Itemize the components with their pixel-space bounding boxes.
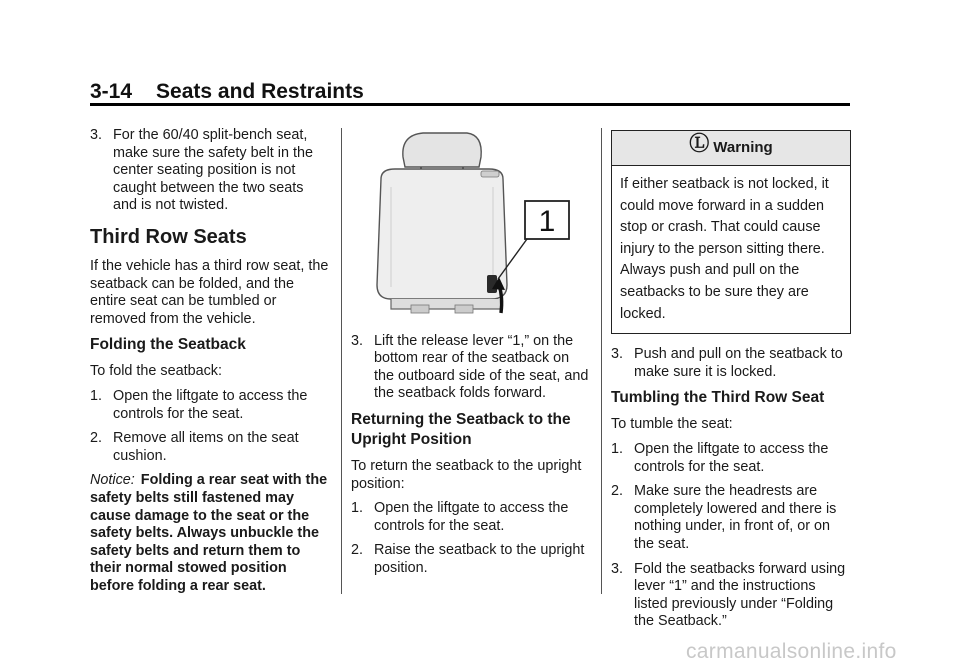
callout-label: 1: [538, 205, 556, 238]
warning-icon: Ⓛ: [689, 133, 710, 156]
list-item: 2. Remove all items on the seat cushion.: [90, 430, 299, 464]
paragraph: To tumble the seat:: [611, 416, 733, 433]
column-middle: [351, 127, 591, 585]
column-left: [90, 127, 330, 602]
header-rule: [90, 103, 850, 106]
paragraph: To fold the seatback:: [90, 363, 222, 380]
notice-body: Folding a rear seat with the safety belts still fastened may cause damage to the seat or the safety belts. Always unbuckle the safety belts and return them to their normal stowed position before folding a rear seat.: [90, 472, 328, 594]
seatback-figure: [351, 127, 591, 319]
list-item: 3. Fold the seatbacks forward using lever “1” and the instructions listed previously under “Folding the Seatback.”: [611, 560, 846, 630]
column-divider: [601, 128, 602, 594]
list-item: 3. For the 60/40 split-bench seat, make sure the safety belt in the center seating position is not caught between the two seats and is not twisted.: [90, 127, 313, 214]
list-item: 2. Make sure the headrests are completely lowered and there is nothing under, in front of, or on the seat.: [611, 483, 837, 552]
watermark: carmanualsonline.info: [686, 640, 897, 663]
list-item: 2. Raise the seatback to the upright position.: [351, 542, 585, 576]
list-item: 3. Lift the release lever “1,” on the bottom rear of the seatback on the outboard side of the seat, and the seatback folds forward.: [351, 332, 589, 402]
list-item: 1. Open the liftgate to access the controls for the seat.: [90, 387, 308, 422]
warning-header: [612, 131, 850, 166]
section-title: Seats and Restraints: [156, 80, 364, 103]
column-divider: [341, 128, 342, 594]
column-right: [611, 127, 851, 638]
list-item: 3. Push and pull on the seatback to make sure it is locked.: [611, 346, 843, 380]
heading-folding-seatback: Folding the Seatback: [90, 336, 246, 354]
notice-label: Notice:: [90, 472, 135, 489]
page-number: 3-14: [90, 80, 133, 103]
warning-body: If either seatback is not locked, it could move forward in a sudden stop or crash. That could cause injury to the person sitting there. Always push and pull on the seatbacks to be sure they are locked.: [620, 176, 829, 322]
list-item: 1. Open the liftgate to access the controls for the seat.: [351, 500, 569, 534]
page-header: [90, 80, 364, 104]
warning-box: [611, 130, 851, 334]
paragraph: To return the seatback to the upright position:: [351, 457, 582, 492]
list-item: 1. Open the liftgate to access the controls for the seat.: [611, 440, 829, 475]
heading-returning-seatback: Returning the Seatback to the Upright Position: [351, 410, 571, 448]
heading-tumbling-seat: Tumbling the Third Row Seat: [611, 389, 825, 407]
heading-third-row-seats: Third Row Seats: [90, 225, 247, 248]
paragraph: If the vehicle has a third row seat, the seatback can be folded, and the entire seat can be tumbled or removed from the vehicle.: [90, 257, 329, 327]
warning-title: Warning: [713, 139, 773, 157]
notice: [90, 472, 330, 595]
